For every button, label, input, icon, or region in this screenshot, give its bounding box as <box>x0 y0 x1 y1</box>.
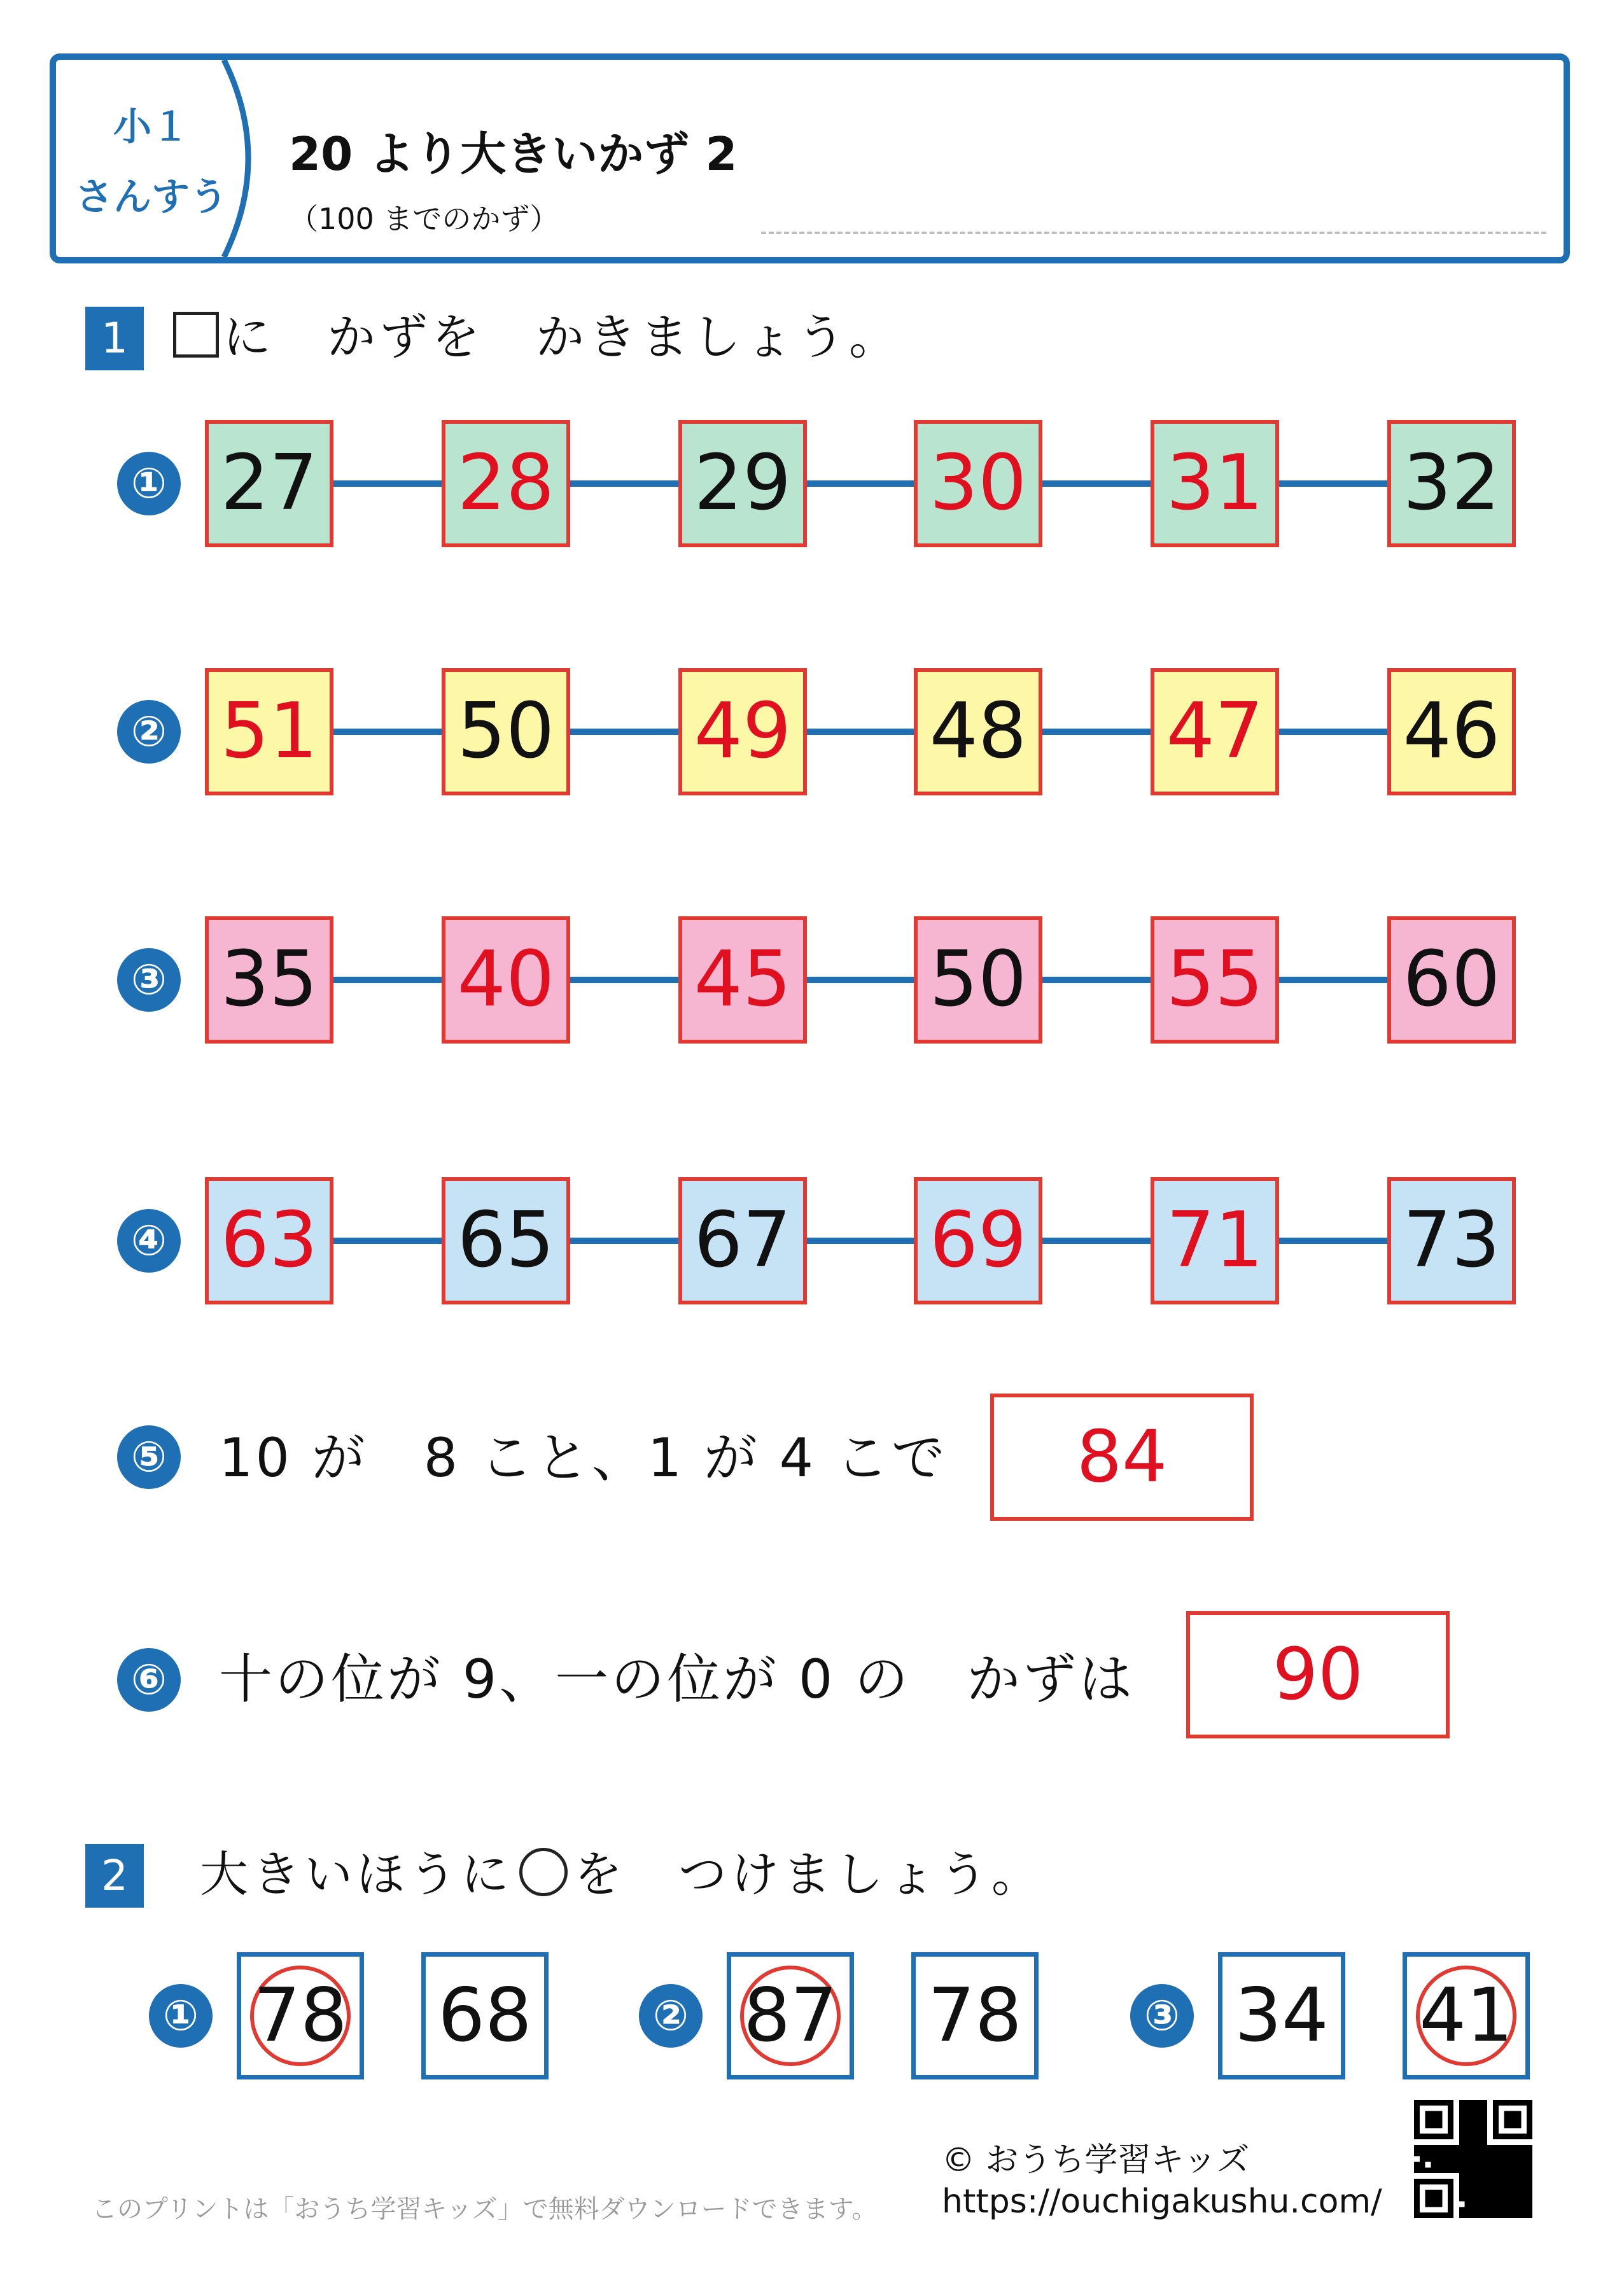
sequence-connector <box>333 480 442 487</box>
circle-mark-icon <box>519 1848 568 1896</box>
sequence-connector <box>1279 729 1387 735</box>
compare-1-number: ① <box>149 1984 213 2048</box>
site-url[interactable]: https://ouchigakushu.com/ <box>942 2183 1382 2221</box>
sequence-given-cell: 73 <box>1387 1177 1516 1304</box>
sequence-answer-cell[interactable]: 31 <box>1151 420 1279 547</box>
sequence-3-number: ③ <box>117 948 181 1012</box>
sequence-2-number: ② <box>117 700 181 764</box>
sequence-given-cell: 50 <box>442 668 570 795</box>
sequence-connector <box>807 729 914 735</box>
download-note: このプリントは「おうち学習キッズ」で無料ダウンロードできます。 <box>92 2195 878 2224</box>
sequence-given-cell: 60 <box>1387 916 1516 1044</box>
sequence-given-cell: 29 <box>678 420 807 547</box>
sequence-connector <box>807 977 914 983</box>
compare-3-left-box[interactable] <box>1218 1952 1345 2079</box>
sequence-given-cell: 27 <box>205 420 333 547</box>
sequence-answer-cell[interactable]: 63 <box>205 1177 333 1304</box>
compare-number: 68 <box>438 1973 532 2058</box>
sequence-connector <box>1279 977 1387 983</box>
worksheet-header <box>50 53 1570 263</box>
sequence-answer-cell[interactable]: 51 <box>205 668 333 795</box>
blank-square-icon <box>173 312 219 358</box>
sequence-given-cell: 48 <box>914 668 1042 795</box>
section-2-badge: 2 <box>85 1844 144 1908</box>
section-1-badge: 1 <box>85 307 144 370</box>
sequence-connector <box>1042 480 1151 487</box>
grade-label: 小１ <box>113 105 190 150</box>
section-1-instruction-text: に かずを かきましょう。 <box>223 309 901 365</box>
sequence-answer-cell[interactable]: 55 <box>1151 916 1279 1044</box>
sequence-given-cell: 46 <box>1387 668 1516 795</box>
sequence-connector <box>1279 1238 1387 1244</box>
problem-5-answer-box[interactable]: 84 <box>990 1394 1254 1521</box>
compare-1-right-box[interactable] <box>421 1952 549 2079</box>
sequence-4-number: ④ <box>117 1209 181 1273</box>
sequence-answer-cell[interactable]: 40 <box>442 916 570 1044</box>
sequence-answer-cell[interactable]: 47 <box>1151 668 1279 795</box>
compare-number: 41 <box>1419 1973 1513 2058</box>
sequence-1-number: ① <box>117 452 181 515</box>
sequence-connector <box>807 1238 914 1244</box>
problem-5-text: 10 が 8 こと、1 が 4 こで <box>219 1427 948 1489</box>
sequence-given-cell: 67 <box>678 1177 807 1304</box>
section-1-instruction <box>173 305 901 369</box>
sequence-answer-cell[interactable]: 28 <box>442 420 570 547</box>
sequence-connector <box>570 729 678 735</box>
worksheet-title: 20 より大きいかず 2 <box>289 127 738 181</box>
compare-2-left-box[interactable] <box>727 1952 854 2079</box>
sequence-connector <box>1042 977 1151 983</box>
problem-6-text: 十の位が 9、一の位が 0 の かずは <box>219 1648 1135 1710</box>
sequence-connector <box>570 480 678 487</box>
sequence-connector <box>570 977 678 983</box>
sequence-connector <box>333 729 442 735</box>
compare-number: 78 <box>253 1973 347 2058</box>
worksheet-subtitle: （100 までのかず） <box>289 202 559 236</box>
section-2-instruction-post: を つけましょう。 <box>574 1846 1044 1903</box>
section-2-instruction-pre: 大きいほうに <box>200 1846 513 1903</box>
sequence-connector <box>1042 1238 1151 1244</box>
sequence-answer-cell[interactable]: 30 <box>914 420 1042 547</box>
sequence-answer-cell[interactable]: 71 <box>1151 1177 1279 1304</box>
compare-2-right-box[interactable] <box>911 1952 1039 2079</box>
sequence-connector <box>807 480 914 487</box>
problem-5-number: ⑤ <box>117 1425 181 1489</box>
sequence-connector <box>570 1238 678 1244</box>
qr-code-icon <box>1414 2100 1532 2218</box>
subject-label: さんすう <box>75 175 228 220</box>
compare-2-number: ② <box>639 1984 703 2048</box>
section-2-instruction <box>200 1843 1044 1906</box>
compare-1-left-box[interactable] <box>237 1952 364 2079</box>
sequence-given-cell: 35 <box>205 916 333 1044</box>
sequence-answer-cell[interactable]: 69 <box>914 1177 1042 1304</box>
problem-6-number: ⑥ <box>117 1648 181 1712</box>
compare-number: 87 <box>743 1973 837 2058</box>
sequence-connector <box>1042 729 1151 735</box>
sequence-given-cell: 32 <box>1387 420 1516 547</box>
problem-6-answer-box[interactable]: 90 <box>1186 1611 1450 1738</box>
copyright-text: © おうち学習キッズ <box>942 2141 1250 2179</box>
compare-3-right-box[interactable] <box>1403 1952 1530 2079</box>
header-divider-arc <box>56 60 285 257</box>
sequence-connector <box>333 977 442 983</box>
sequence-connector <box>333 1238 442 1244</box>
sequence-given-cell: 50 <box>914 916 1042 1044</box>
compare-3-number: ③ <box>1130 1984 1194 2048</box>
sequence-connector <box>1279 480 1387 487</box>
compare-number: 78 <box>928 1973 1022 2058</box>
sequence-answer-cell[interactable]: 45 <box>678 916 807 1044</box>
compare-number: 34 <box>1235 1973 1329 2058</box>
sequence-given-cell: 65 <box>442 1177 570 1304</box>
sequence-answer-cell[interactable]: 49 <box>678 668 807 795</box>
name-line <box>761 232 1546 234</box>
